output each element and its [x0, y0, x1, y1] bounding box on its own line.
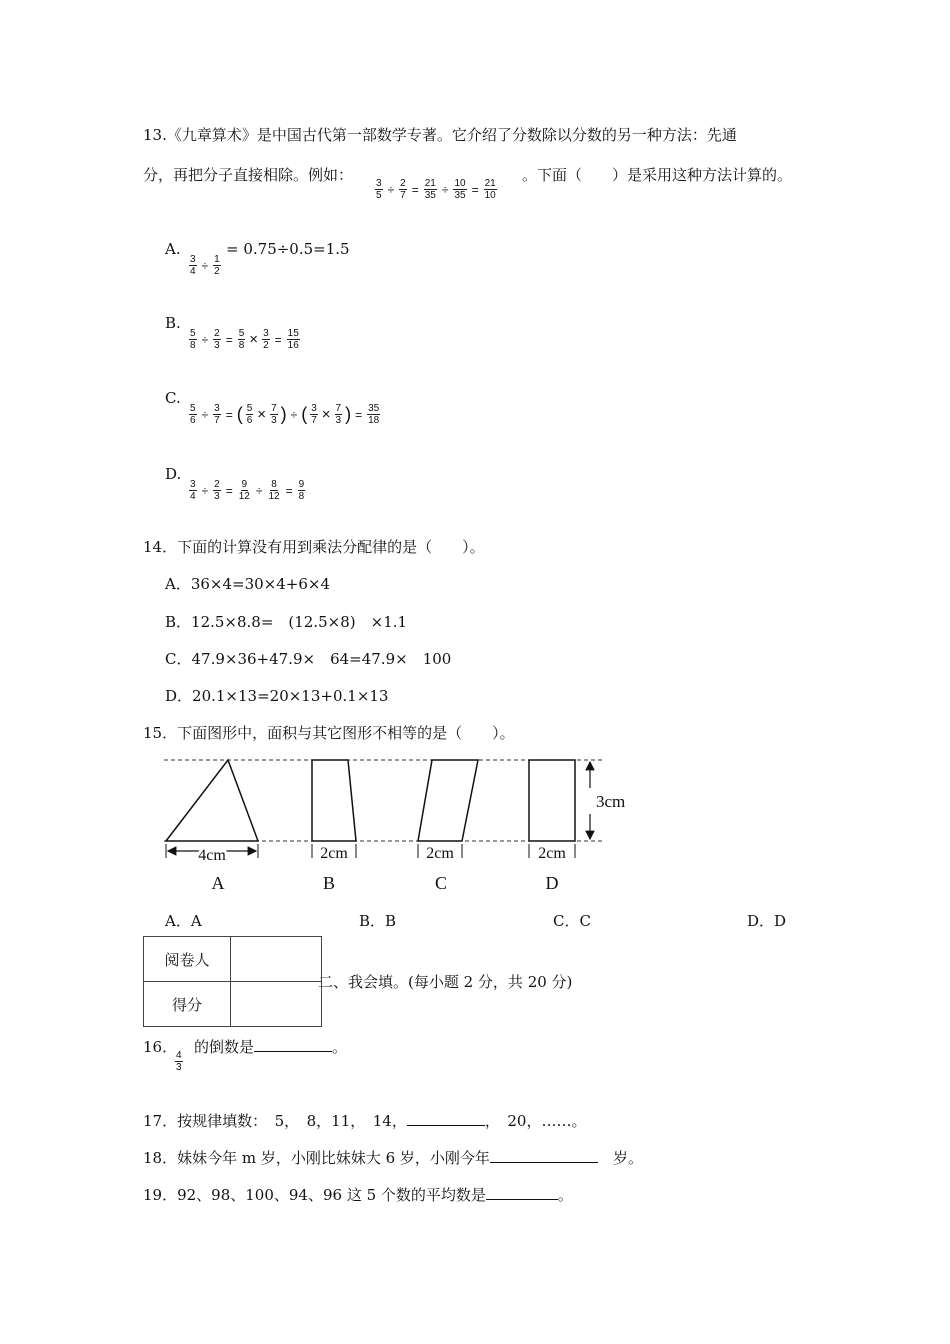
score-field[interactable] [231, 982, 322, 1027]
base-b-label: 2cm [320, 845, 348, 862]
q15-figure [150, 752, 626, 902]
q19-text: 19．92、98、100、94、96 这 5 个数的平均数是 [143, 1186, 486, 1204]
q16-answer-blank[interactable] [254, 1051, 332, 1052]
q15-option-c[interactable]: C．C [553, 912, 591, 930]
q13-stem-line1: 13.《九章算术》是中国古代第一部数学专著。它介绍了分数除以分数的另一种方法：先通 [143, 126, 737, 144]
score-box [143, 936, 322, 1027]
q15-option-a[interactable]: A．A [165, 912, 202, 930]
q16-text [194, 1036, 347, 1057]
section-2-heading: 二、我会填。(每小题 2 分，共 20 分) [318, 973, 573, 991]
q16-fraction: $\frac{4}{3}$ [176, 1050, 182, 1073]
q19 [143, 1184, 573, 1205]
q13-option-c-label[interactable]: C. [165, 389, 181, 407]
q13-stem-line2-pre: 分，再把分子直接相除。例如： [143, 166, 354, 184]
q13-example-formula: $\frac{3}{5}$ ÷ $\frac{2}{7}$ = $\frac{21}{35}$ ÷ $\frac{10}{35}$ = $\frac{21}{10}$ [376, 178, 496, 201]
q17-answer-blank[interactable] [407, 1125, 485, 1126]
q14-option-d[interactable]: D．20.1×13=20×13+0.1×13 [165, 687, 389, 705]
q17 [143, 1110, 586, 1131]
q14-option-c[interactable]: C．47.9×36+47.9× 64=47.9× 100 [165, 650, 452, 668]
q14-option-b[interactable]: B．12.5×8.8= (12.5×8) ×1.1 [165, 613, 408, 631]
q18-end: 岁。 [597, 1149, 643, 1167]
q13-option-d-label[interactable]: D. [165, 465, 182, 483]
height-label: 3cm [596, 792, 626, 811]
base-d-label: 2cm [538, 845, 566, 862]
q16-text-body: 的倒数是 [194, 1038, 255, 1056]
q13-option-a-formula: $\frac{3}{4}$ ÷ $\frac{1}{2}$ [190, 254, 220, 277]
q13-option-a-label[interactable]: A. [165, 240, 181, 258]
q16-number: 16． [143, 1038, 178, 1056]
shape-c-name: C [434, 873, 448, 893]
q18-text: 18．妹妹今年 m 岁，小刚比妹妹大 6 岁，小刚今年 [143, 1149, 490, 1167]
q17-text: 17．按规律填数： 5， 8，11， 14， [143, 1112, 407, 1130]
reviewer-field[interactable] [231, 937, 322, 982]
q13-stem-line2-post: 。下面（ ）是采用这种方法计算的。 [522, 166, 793, 184]
shape-d-rectangle [529, 760, 575, 841]
shape-d-name: D [545, 873, 559, 893]
q13-option-b-formula: $\frac{5}{8}$ ÷ $\frac{2}{3}$ = $\frac{5}{8}$ × $\frac{3}{2}$ = $\frac{15}{16}$ [190, 328, 299, 351]
q15-option-d[interactable]: D．D [747, 912, 787, 930]
q14-stem: 14．下面的计算没有用到乘法分配律的是（ ）。 [143, 538, 485, 556]
shape-a-triangle [166, 760, 258, 841]
q19-answer-blank[interactable] [486, 1199, 558, 1200]
q13-option-c-formula: $\frac{5}{6}$ ÷ $\frac{3}{7}$ = ( $\frac{5}{6}$ × $\frac{7}{3}$ ) ÷ ( $\frac{3}{7}$ × $\frac{7}{3}$ ) = $\frac{35}{18}$ [190, 403, 380, 426]
q13-option-a-result: = 0.75÷0.5=1.5 [226, 240, 350, 258]
q18 [143, 1147, 643, 1168]
q15-option-b[interactable]: B．B [359, 912, 397, 930]
shape-a-name: A [211, 873, 225, 893]
q13-option-d-formula: $\frac{3}{4}$ ÷ $\frac{2}{3}$ = $\frac{9}{12}$ ÷ $\frac{8}{12}$ = $\frac{9}{8}$ [190, 479, 305, 502]
q13-option-b-label[interactable]: B. [165, 314, 181, 332]
base-c-label: 2cm [426, 845, 454, 862]
shape-b-trapezoid [312, 760, 356, 841]
q17-end: ， 20，……。 [484, 1112, 587, 1130]
reviewer-label: 阅卷人 [144, 937, 231, 982]
q14-option-a[interactable]: A．36×4=30×4+6×4 [165, 575, 331, 593]
score-label: 得分 [144, 982, 231, 1027]
q19-end: 。 [557, 1186, 573, 1204]
shape-b-name: B [322, 873, 336, 893]
q15-stem: 15．下面图形中，面积与其它图形不相等的是（ ）。 [143, 724, 515, 742]
shape-c-parallelogram [418, 760, 478, 841]
base-a-label: 4cm [198, 847, 226, 864]
q18-answer-blank[interactable] [490, 1162, 598, 1163]
q16-text-end: 。 [332, 1038, 348, 1056]
